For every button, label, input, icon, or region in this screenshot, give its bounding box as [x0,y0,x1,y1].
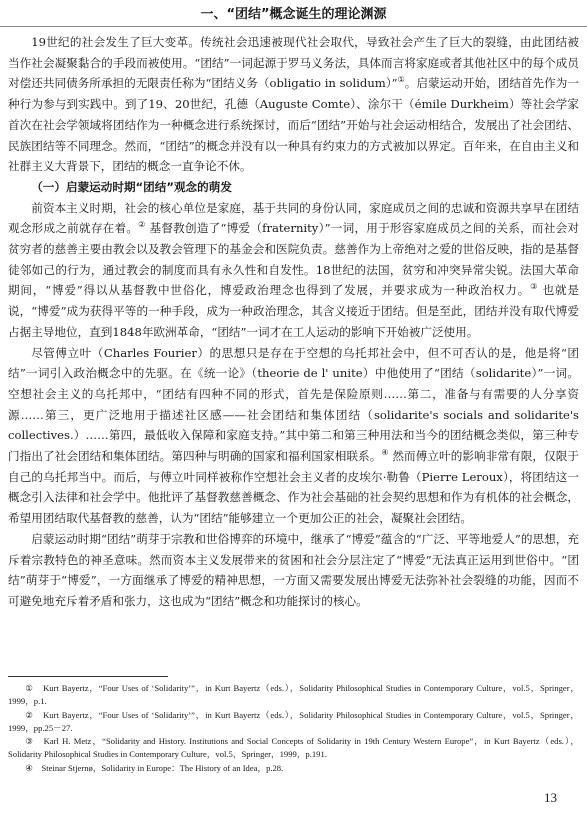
page-heading: 一、“团结”概念诞生的理论渊源 [0,0,587,27]
paragraph-4: 启蒙运动时期“团结”萌芽于宗教和世俗博弈的环境中，继承了“博爱”蕴含的“广泛、平等地爱人”的思想，充斥着宗教特色的神圣意味。然而资本主义发展带来的贫困和社会分层注定了“博爱”无法真正运用到世俗中。“团结”萌芽于“博爱”，一方面继承了博爱的精神思想，一方面又需要发展出博爱无法弥补社会裂缝的功能，因而不可避免地充斥着矛盾和张力，这也成为“团结”概念和功能探讨的核心。 [8,531,579,608]
footnote-ref-1[interactable]: ① [397,75,405,85]
page-number: 13 [544,790,557,805]
footnotes [8,682,579,775]
paragraph-1 [8,32,579,177]
paragraph-text: 19世纪的社会发生了巨大变革。传统社会迅速被现代社会取代，导致社会产生了巨大的裂缝，由此团结被当作社会凝聚黏合的手段而被使用。“团结”一词起源于罗马义务法，具体而言将家庭或者其他社区中的每个成员对偿还共同债务所承担的无限责任称为“团结义务（obligatio in solidum）” [8,35,579,91]
footnote-ref-3[interactable]: ③ [530,282,539,292]
main-text [8,32,579,612]
footnote: ③ Karl H. Metz，“Solidarity and History. Institutions and Social Concepts of Solidarity in 19th Century Western Europe”，in Kurt Bayertz（eds.），Solidarity Philosophical Studies in Contemporary Culture，vol.5，Springer，1999，p.191. [8,736,579,760]
footnote-divider [8,676,168,677]
footnote-ref-4[interactable]: ④ [381,448,389,458]
footnote-ref-2[interactable]: ② [138,220,146,230]
paragraph-text: 然而傅立叶的影响非常有限，仅限于自己的乌托邦当中。而后，与傅立叶同样被称作空想社会主义者的皮埃尔·勒鲁（Pierre Leroux），将团结这一概念引入法律和社会学中。他批评了基督教慈善概念、作为社会基础的社会契约思想和作为有机体的社会概念，希望用团结取代基督教的慈善，认为“团结”能够建立一个更加公正的社会，凝聚社会团结。 [8,449,579,526]
paragraph-text: 也就是说，“博爱”成为获得平等的一种手段，成为一种政治理念，其含义接近于团结。但是至此，团结并没有取代博爱占据主导地位，直到1848年欧洲革命，“团结”一词才在工人运动的影响下开始被广泛使用。 [8,283,580,339]
section-heading: （一）启蒙运动时期“团结”观念的萌发 [31,179,232,194]
paragraph-text: 。启蒙运动开始，团结首先作为一种行为参与到实践中。到了19、20世纪，孔德（Auguste Comte）、涂尔干（émile Durkheim）等社会学家首次在社会学领域将团结作为一种概念进行系统探讨，而后“团结”开始与社会运动相结合，发展出了社会团结、民族团结等不同理念。然而，“团结”的概念并没有以一种具有约束力的方式被加以界定。百年来，在自由主义和社群主义大背景下，团结的概念一直争论不休。 [8,76,579,174]
paragraph-text: 基督教创造了“博爱（fraternity）”一词，用于形容家庭成员之间的关系，而社会对贫穷者的慈善主要由教会以及教会管理下的基金会和医院负责。慈善作为上帝绝对之爱的世俗反映，指的是基督徒邻如己的行为，通过教会的制度而具有永久性和自发性。18世纪的法国，贫穷和冲突异常尖锐。法国大革命期间，“博爱”得以从基督教中世俗化，博爱政治理念也得到了发展，并要求成为一种政治权力。 [8,221,580,298]
footnote: ② Kurt Bayertz，“Four Uses of ‘Solidarity’”，in Kurt Bayertz（eds.），Solidarity Philosophical Studies in Contemporary Culture，vol.5，Springer，1999，pp.25－27. [8,709,579,733]
footnote: ① Kurt Bayertz，“Four Uses of ‘Solidarity’”，in Kurt Bayertz（eds.），Solidarity Philosophical Studies in Contemporary Culture，vol.5，Springer，1999，p.1. [8,683,579,707]
paragraph-text: 尽管傅立叶（Charles Fourier）的思想只是存在于空想的乌托邦社会中，但不可否认的是，他是将“团结”一词引入政治概念中的先驱。在《统一论》（theorie de l' unite）中他使用了“团结（solidarite）”一词。空想社会主义的乌托邦中，“团结有四种不同的形式，首先是保险原则……第二，准备与有需要的人分享资源……第三，更广泛地用于描述社区感——社会团结和集体团结（solidarite's socials and solidarite's collectives.）……第四，最低收入保障和家庭支持。”其中第二和第三种用法和当今的团结概念类似，第三种专门指出了社会团结和集体团结。第四种与明确的国家和福利国家相联系。 [8,345,579,464]
paragraph-text: 前资本主义时期，社会的核心单位是家庭，基于共同的身份认同，家庭成员之间的忠诚和资源共享早在团结观念形成之前就存在着。 [8,200,579,236]
paragraph-2 [8,198,579,343]
footnote: ④ Steinar Stjernø，Solidarity in Europe：The History of an Idea，p.28. [25,762,284,773]
paragraph-3 [8,343,579,529]
